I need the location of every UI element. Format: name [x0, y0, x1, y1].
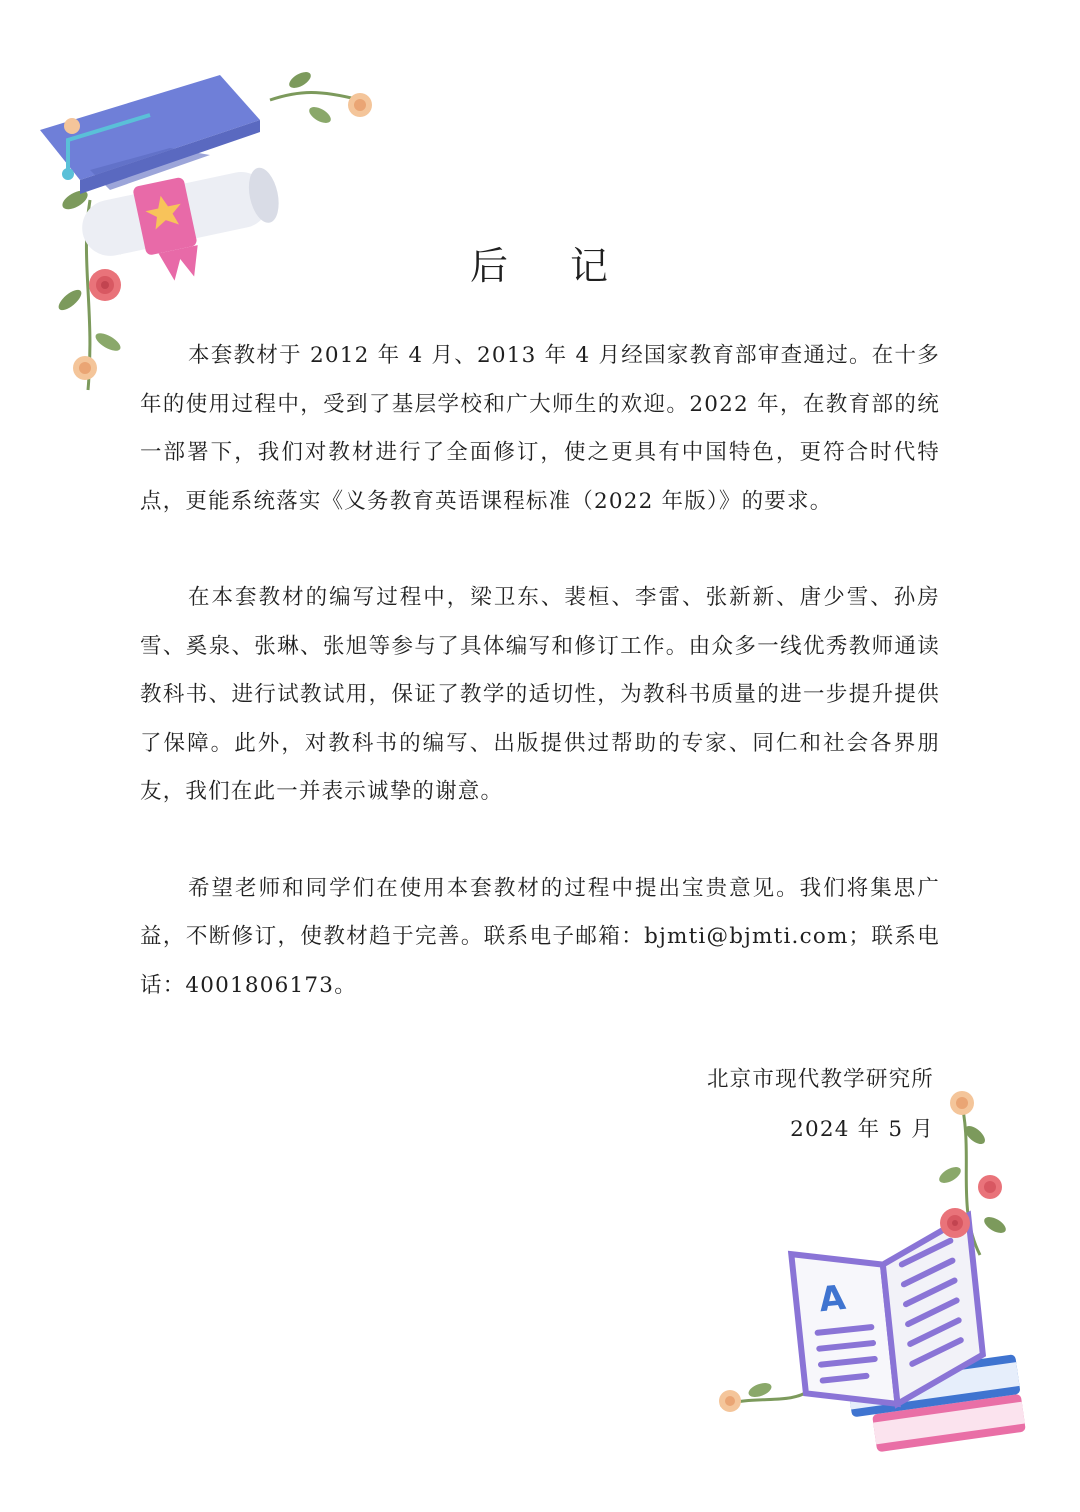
title-part-1: 后	[469, 244, 510, 288]
open-book-icon	[700, 1075, 1080, 1512]
signature-date: 2024 年 5 月	[790, 1117, 934, 1142]
afterword-body	[140, 332, 940, 1058]
paragraph-1: 本套教材于 2012 年 4 月、2013 年 4 月经国家教育部审查通过。在十多年的使用过程中，受到了基层学校和广大师生的欢迎。2022 年，在教育部的统一部署下，我们对教材进行了全面修订，使之更具有中国特色，更符合时代特点，更能系统落实《义务教育英语课程标准（2022 年版）》的要求。	[140, 343, 940, 514]
book-letter-a: A	[817, 1277, 848, 1321]
paragraph-3: 希望老师和同学们在使用本套教材的过程中提出宝贵意见。我们将集思广益，不断修订，使教材趋于完善。联系电子邮箱：bjmti@bjmti.com；联系电话：4001806173。	[140, 875, 940, 998]
signature-organization: 北京市现代教学研究所	[706, 1067, 934, 1092]
paragraph-2: 在本套教材的编写过程中，梁卫东、裴桓、李雷、张新新、唐少雪、孙房雪、奚泉、张琳、张旭等参与了具体编写和修订工作。由众多一线优秀教师通读教科书、进行试教试用，保证了教学的适切性，为教科书质量的进一步提升提供了保障。此外，对教科书的编写、出版提供过帮助的专家、同仁和社会各界朋友，我们在此一并表示诚挚的谢意。	[140, 585, 940, 804]
page-title	[0, 238, 1080, 294]
title-part-2: 记	[570, 244, 611, 288]
